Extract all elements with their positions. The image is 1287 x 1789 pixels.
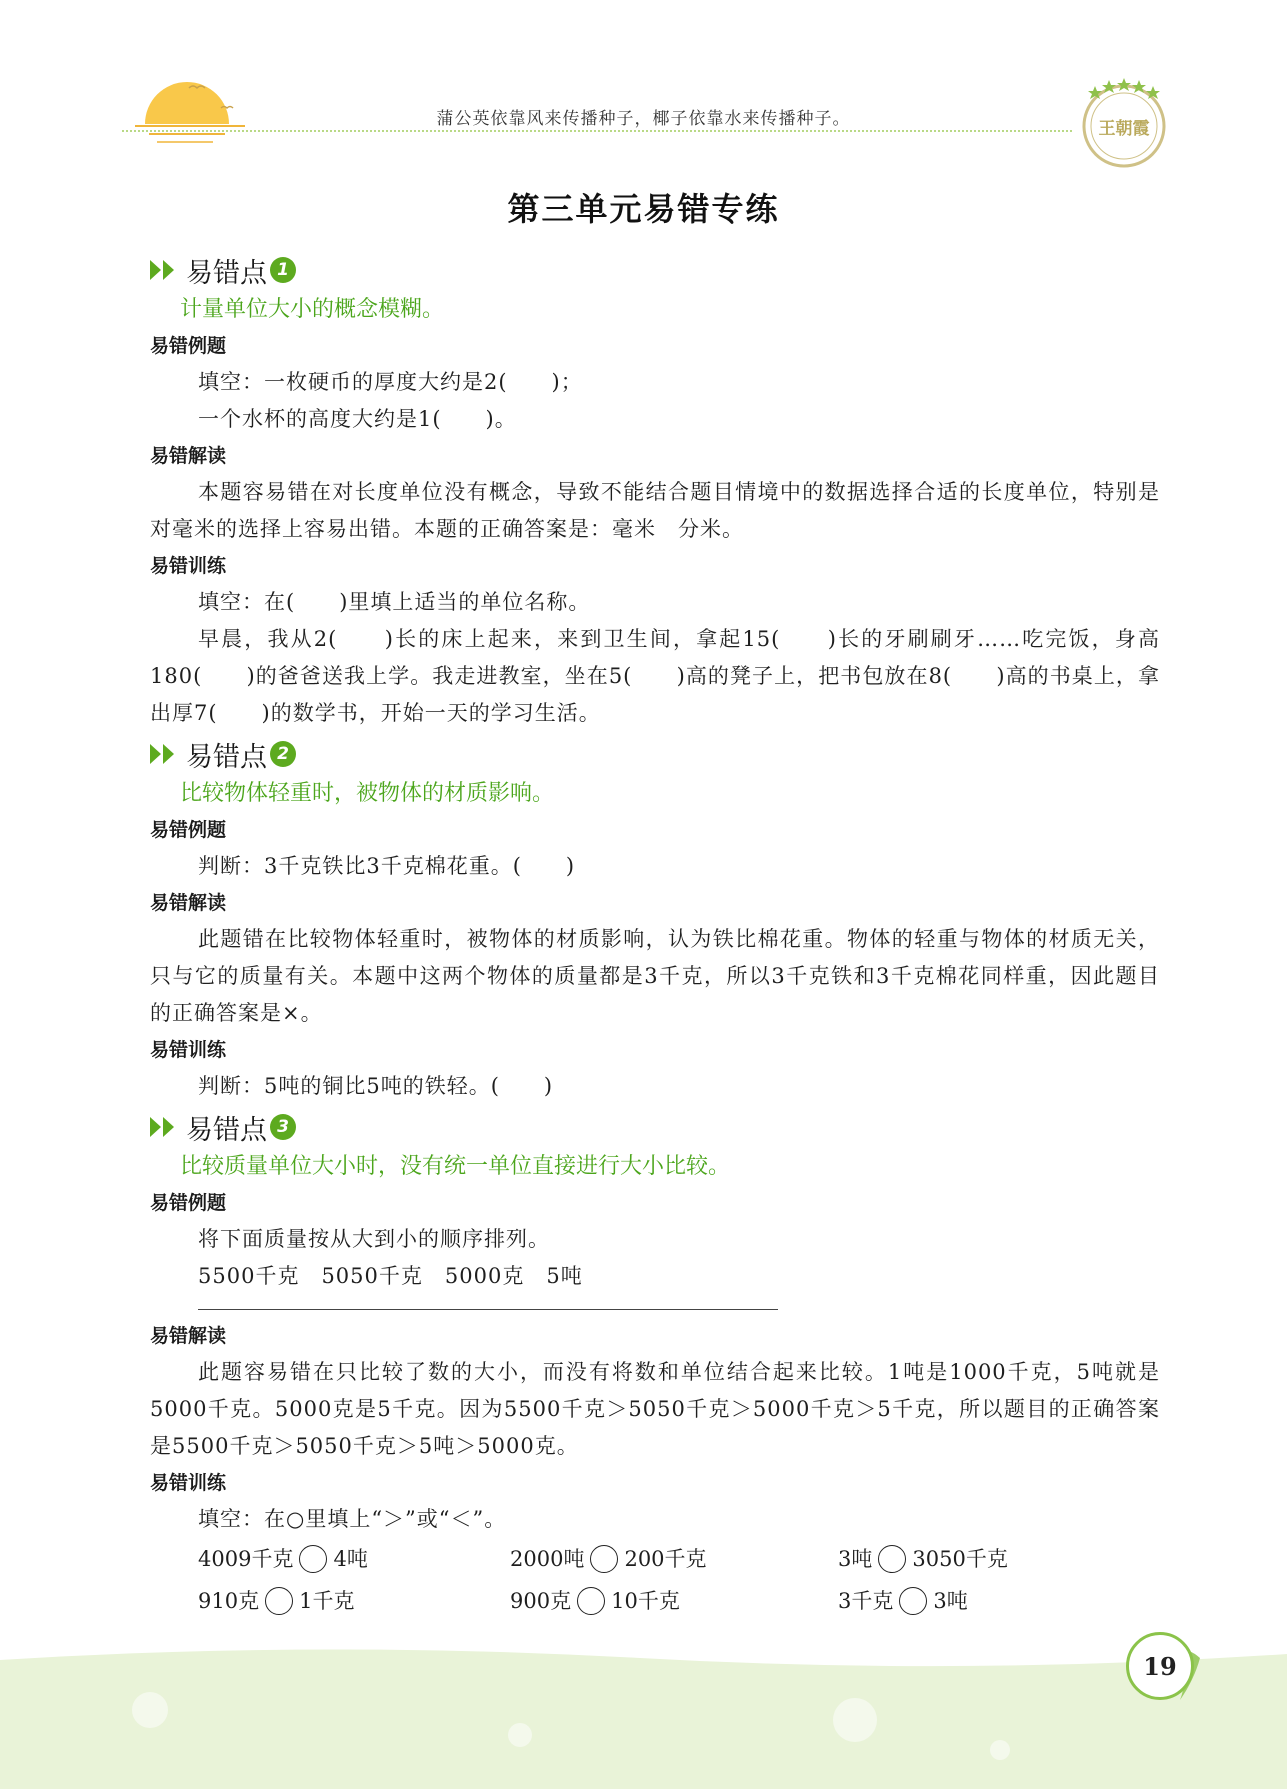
comparison-item	[838, 1538, 1008, 1580]
point-1-training-label: 易错训练	[150, 555, 227, 577]
point-2-badge: 2	[270, 741, 296, 767]
comparison-item	[838, 1580, 968, 1622]
comparison-right: 4吨	[333, 1547, 368, 1571]
brand-seal-text: 王朝霞	[1098, 119, 1150, 139]
point-3-example-label: 易错例题	[150, 1192, 227, 1214]
comparison-right: 3050千克	[912, 1547, 1008, 1571]
double-arrow-icon	[150, 258, 178, 282]
point-2-training: 判断：5吨的铜比5吨的铁轻。( )	[198, 1074, 554, 1098]
point-2-training-label: 易错训练	[150, 1039, 227, 1061]
page-title: 第三单元易错专练	[507, 190, 780, 228]
brand-seal-icon	[1075, 74, 1173, 172]
point-2-example: 判断：3千克铁比3千克棉花重。( )	[198, 854, 576, 878]
comparison-left: 910克	[198, 1589, 260, 1613]
main-content	[150, 248, 1160, 1622]
point-3-example-line-1: 将下面质量按从大到小的顺序排列。	[198, 1227, 550, 1251]
point-3-subtitle: 比较质量单位大小时，没有统一单位直接进行大小比较。	[180, 1154, 731, 1179]
error-point-2	[150, 732, 1160, 1105]
point-1-training: 早晨，我从2( )长的床上起来，来到卫生间，拿起15( )长的牙刷刷牙……吃完饭，身高180( )的爸爸送我上学。我走进教室，坐在5( )高的凳子上，把书包放在8( )高的书桌上，拿出厚7( )的数学书，开始一天的学习生活。	[150, 627, 1160, 725]
point-2-example-label: 易错例题	[150, 819, 227, 841]
point-1-analysis-label: 易错解读	[150, 445, 227, 467]
point-2-subtitle: 比较物体轻重时，被物体的材质影响。	[180, 781, 555, 806]
comparison-left: 900克	[510, 1589, 572, 1613]
answer-circle[interactable]	[299, 1545, 327, 1573]
point-1-subtitle: 计量单位大小的概念模糊。	[180, 297, 445, 322]
point-2-heading	[150, 732, 1160, 776]
point-1-analysis: 本题容易错在对长度单位没有概念，导致不能结合题目情境中的数据选择合适的长度单位，特别是对毫米的选择上容易出错。本题的正确答案是：毫米 分米。	[150, 480, 1160, 541]
answer-circle[interactable]	[590, 1545, 618, 1573]
answer-circle[interactable]	[577, 1587, 605, 1615]
bottom-wave-decoration	[0, 1640, 1287, 1789]
comparison-item	[510, 1580, 838, 1622]
point-1-example-label: 易错例题	[150, 335, 227, 357]
point-3-heading	[150, 1105, 1160, 1149]
header-divider	[122, 130, 1072, 132]
point-3-title: 易错点	[186, 1114, 267, 1146]
point-1-badge: 1	[270, 257, 296, 283]
comparison-item	[198, 1580, 510, 1622]
comparison-left: 2000吨	[510, 1547, 585, 1571]
answer-blank-line[interactable]	[198, 1309, 778, 1310]
comparison-left: 3千克	[838, 1589, 894, 1613]
double-arrow-icon	[150, 742, 178, 766]
error-point-3	[150, 1105, 1160, 1622]
comparison-right: 3吨	[933, 1589, 968, 1613]
comparison-right: 1千克	[299, 1589, 355, 1613]
point-2-title: 易错点	[186, 741, 267, 773]
point-1-training-intro: 填空：在( )里填上适当的单位名称。	[198, 590, 591, 614]
point-3-training-label: 易错训练	[150, 1472, 227, 1494]
comparison-left: 4009千克	[198, 1547, 294, 1571]
comparison-right: 200千克	[624, 1547, 707, 1571]
comparison-right: 10千克	[611, 1589, 680, 1613]
comparison-row-2	[150, 1580, 1160, 1622]
point-3-analysis: 此题容易错在只比较了数的大小，而没有将数和单位结合起来比较。1吨是1000千克，5吨就是5000千克。5000克是5千克。因为5500千克＞5050千克＞5000千克＞5千克，所以题目的正确答案是5500千克＞5050千克＞5吨＞5000克。	[150, 1360, 1160, 1458]
double-arrow-icon	[150, 1115, 178, 1139]
point-3-example-line-2: 5500千克 5050千克 5000克 5吨	[198, 1264, 583, 1288]
error-point-1	[150, 248, 1160, 732]
point-3-training-intro: 填空：在○里填上“＞”或“＜”。	[198, 1507, 507, 1531]
page-number: 19	[1126, 1632, 1194, 1700]
answer-circle[interactable]	[265, 1587, 293, 1615]
point-3-analysis-label: 易错解读	[150, 1325, 227, 1347]
comparison-item	[198, 1538, 510, 1580]
point-2-analysis: 此题错在比较物体轻重时，被物体的材质影响，认为铁比棉花重。物体的轻重与物体的材质无关，只与它的质量有关。本题中这两个物体的质量都是3千克，所以3千克铁和3千克棉花同样重，因此题目的正确答案是×。	[150, 927, 1160, 1025]
point-1-example-line-2: 一个水杯的高度大约是1( )。	[198, 407, 517, 431]
point-2-analysis-label: 易错解读	[150, 892, 227, 914]
answer-circle[interactable]	[899, 1587, 927, 1615]
point-3-badge: 3	[270, 1114, 296, 1140]
point-1-heading	[150, 248, 1160, 292]
answer-circle[interactable]	[878, 1545, 906, 1573]
comparison-row-1	[150, 1538, 1160, 1580]
comparison-item	[510, 1538, 838, 1580]
header-motto: 蒲公英依靠风来传播种子，椰子依靠水来传播种子。	[436, 109, 851, 129]
comparison-left: 3吨	[838, 1547, 873, 1571]
point-1-example-line-1: 填空：一枚硬币的厚度大约是2( )；	[198, 370, 583, 394]
point-1-title: 易错点	[186, 257, 267, 289]
